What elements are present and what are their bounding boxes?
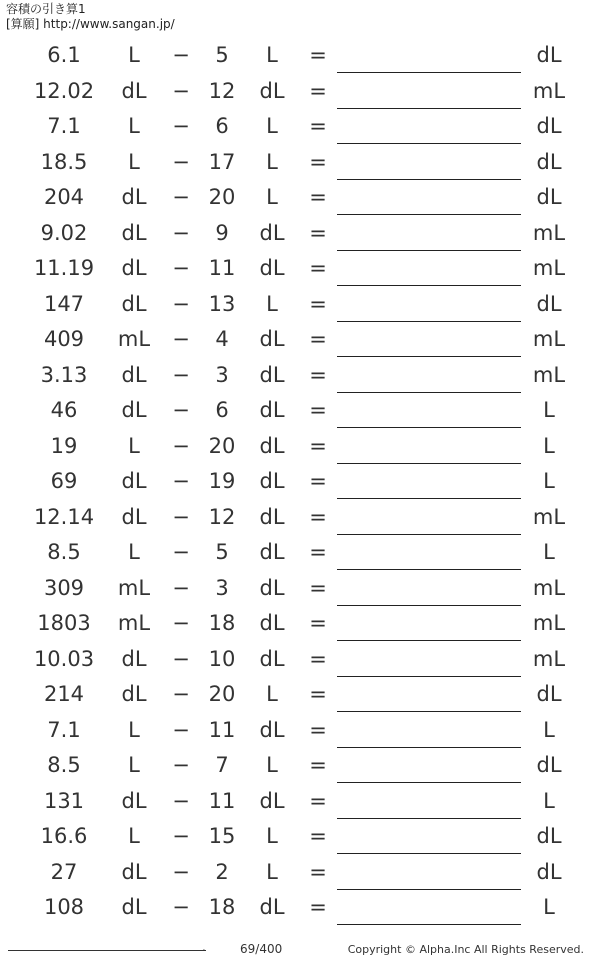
equals-sign: = — [309, 291, 327, 316]
answer-blank[interactable] — [337, 924, 521, 925]
equals-sign: = — [309, 327, 327, 351]
subtrahend-unit: dL — [259, 327, 285, 351]
answer-unit: mL — [532, 78, 566, 103]
minus-sign: − — [172, 114, 190, 138]
minuend-value: 12.14 — [33, 504, 95, 529]
subtrahend-unit: dL — [259, 433, 285, 458]
answer-unit: mL — [532, 611, 566, 635]
subtrahend-unit: dL — [259, 78, 285, 103]
subtrahend-value: 5 — [215, 43, 229, 67]
minus-sign: − — [172, 540, 190, 564]
equals-sign: = — [309, 540, 327, 564]
minus-sign: − — [172, 646, 190, 671]
minus-sign: − — [172, 149, 190, 174]
subtrahend-unit: dL — [259, 646, 285, 671]
subtrahend-value: 20 — [208, 433, 236, 458]
minus-sign: − — [172, 256, 190, 280]
worksheet-footer — [0, 936, 600, 962]
minuend-unit: L — [128, 540, 140, 564]
problem-row — [0, 464, 600, 500]
minus-sign: − — [172, 433, 190, 458]
minuend-unit: L — [128, 824, 140, 848]
minuend-unit: dL — [121, 398, 147, 422]
answer-unit: dL — [536, 682, 562, 706]
equals-sign: = — [309, 895, 327, 919]
minus-sign: − — [172, 291, 190, 316]
subtrahend-unit: dL — [259, 220, 285, 245]
problem-row — [0, 216, 600, 252]
minuend-value: 204 — [43, 185, 85, 209]
answer-unit: dL — [536, 859, 562, 884]
answer-unit: dL — [536, 43, 562, 67]
subtrahend-unit: dL — [259, 895, 285, 919]
minuend-value: 9.02 — [40, 220, 88, 245]
minuend-unit: dL — [121, 362, 147, 387]
subtrahend-value: 2 — [215, 859, 229, 884]
minus-sign: − — [172, 504, 190, 529]
minus-sign: − — [172, 611, 190, 635]
minuend-unit: dL — [121, 788, 147, 813]
problem-row — [0, 677, 600, 713]
subtrahend-unit: L — [266, 149, 278, 174]
subtrahend-unit: dL — [259, 504, 285, 529]
minuend-value: 214 — [43, 682, 85, 706]
subtrahend-value: 15 — [208, 824, 236, 848]
equals-sign: = — [309, 398, 327, 422]
minus-sign: − — [172, 717, 190, 742]
minus-sign: − — [172, 220, 190, 245]
subtrahend-unit: dL — [259, 717, 285, 742]
subtrahend-unit: L — [266, 114, 278, 138]
subtrahend-value: 12 — [208, 504, 236, 529]
answer-unit: dL — [536, 824, 562, 848]
minuend-unit: mL — [117, 611, 151, 635]
subtrahend-unit: dL — [259, 788, 285, 813]
minuend-unit: dL — [121, 220, 147, 245]
minuend-value: 27 — [50, 859, 78, 884]
equals-sign: = — [309, 717, 327, 742]
worksheet-source: [算願] http://www.sangan.jp/ — [6, 17, 175, 31]
answer-unit: dL — [536, 753, 562, 777]
problem-row — [0, 74, 600, 110]
minuend-unit: dL — [121, 646, 147, 671]
equals-sign: = — [309, 185, 327, 209]
minuend-unit: L — [128, 753, 140, 777]
subtrahend-value: 11 — [208, 788, 236, 813]
minus-sign: − — [172, 185, 190, 209]
subtrahend-value: 4 — [215, 327, 229, 351]
subtrahend-unit: dL — [259, 398, 285, 422]
minuend-value: 1803 — [37, 611, 91, 635]
minuend-unit: mL — [117, 575, 151, 600]
problem-row — [0, 784, 600, 820]
equals-sign: = — [309, 682, 327, 706]
minuend-value: 11.19 — [33, 256, 95, 280]
problem-row — [0, 855, 600, 891]
subtrahend-value: 19 — [208, 469, 236, 493]
problem-row — [0, 109, 600, 145]
problem-row — [0, 393, 600, 429]
minuend-value: 409 — [43, 327, 85, 351]
equals-sign: = — [309, 433, 327, 458]
answer-unit: L — [543, 895, 555, 919]
subtrahend-value: 12 — [208, 78, 236, 103]
subtrahend-unit: dL — [259, 575, 285, 600]
subtrahend-unit: L — [266, 185, 278, 209]
subtrahend-unit: L — [266, 753, 278, 777]
problem-row — [0, 535, 600, 571]
minuend-unit: dL — [121, 185, 147, 209]
minuend-value: 108 — [43, 895, 85, 919]
problem-row — [0, 251, 600, 287]
subtrahend-unit: L — [266, 824, 278, 848]
minus-sign: − — [172, 78, 190, 103]
problem-row — [0, 890, 600, 926]
minus-sign: − — [172, 788, 190, 813]
subtrahend-unit: dL — [259, 362, 285, 387]
problem-row — [0, 358, 600, 394]
minuend-value: 16.6 — [40, 824, 88, 848]
minuend-value: 131 — [43, 788, 85, 813]
answer-unit: L — [543, 433, 555, 458]
equals-sign: = — [309, 114, 327, 138]
minuend-value: 147 — [43, 291, 85, 316]
subtrahend-value: 20 — [208, 682, 236, 706]
minuend-unit: dL — [121, 78, 147, 103]
minuend-value: 69 — [50, 469, 78, 493]
minuend-unit: L — [128, 717, 140, 742]
subtrahend-value: 3 — [215, 575, 229, 600]
subtrahend-value: 18 — [208, 895, 236, 919]
equals-sign: = — [309, 611, 327, 635]
answer-unit: mL — [532, 256, 566, 280]
minuend-unit: dL — [121, 682, 147, 706]
minuend-value: 309 — [43, 575, 85, 600]
equals-sign: = — [309, 753, 327, 777]
minus-sign: − — [172, 327, 190, 351]
minuend-unit: L — [128, 149, 140, 174]
subtrahend-unit: dL — [259, 256, 285, 280]
minuend-value: 18.5 — [40, 149, 88, 174]
minuend-value: 6.1 — [47, 43, 81, 67]
equals-sign: = — [309, 220, 327, 245]
answer-unit: L — [543, 398, 555, 422]
minuend-value: 3.13 — [40, 362, 88, 387]
subtrahend-unit: dL — [259, 611, 285, 635]
minuend-unit: L — [128, 114, 140, 138]
equals-sign: = — [309, 575, 327, 600]
problem-row — [0, 748, 600, 784]
answer-unit: dL — [536, 149, 562, 174]
subtrahend-value: 17 — [208, 149, 236, 174]
minus-sign: − — [172, 398, 190, 422]
minuend-unit: dL — [121, 469, 147, 493]
answer-unit: dL — [536, 291, 562, 316]
subtrahend-value: 11 — [208, 256, 236, 280]
subtrahend-value: 9 — [215, 220, 229, 245]
answer-unit: L — [543, 540, 555, 564]
subtrahend-unit: dL — [259, 540, 285, 564]
equals-sign: = — [309, 504, 327, 529]
subtrahend-unit: L — [266, 859, 278, 884]
equals-sign: = — [309, 788, 327, 813]
minus-sign: − — [172, 575, 190, 600]
equals-sign: = — [309, 859, 327, 884]
problem-row — [0, 642, 600, 678]
equals-sign: = — [309, 469, 327, 493]
subtrahend-value: 7 — [215, 753, 229, 777]
equals-sign: = — [309, 149, 327, 174]
subtrahend-unit: dL — [259, 469, 285, 493]
answer-unit: mL — [532, 327, 566, 351]
answer-unit: dL — [536, 114, 562, 138]
equals-sign: = — [309, 824, 327, 848]
problem-row — [0, 145, 600, 181]
problem-row — [0, 38, 600, 74]
minuend-unit: dL — [121, 291, 147, 316]
minuend-unit: dL — [121, 859, 147, 884]
subtrahend-value: 20 — [208, 185, 236, 209]
problem-row — [0, 606, 600, 642]
minus-sign: − — [172, 43, 190, 67]
minuend-value: 19 — [50, 433, 78, 458]
problem-row — [0, 322, 600, 358]
equals-sign: = — [309, 43, 327, 67]
equals-sign: = — [309, 362, 327, 387]
answer-unit: mL — [532, 504, 566, 529]
minuend-value: 8.5 — [47, 753, 81, 777]
problem-row — [0, 429, 600, 465]
answer-unit: mL — [532, 362, 566, 387]
worksheet-header — [6, 2, 175, 32]
page-number: 69/400 — [240, 942, 283, 956]
minuend-value: 7.1 — [47, 717, 81, 742]
answer-unit: mL — [532, 646, 566, 671]
answer-unit: dL — [536, 185, 562, 209]
answer-unit: L — [543, 717, 555, 742]
problem-row — [0, 287, 600, 323]
subtrahend-unit: L — [266, 43, 278, 67]
subtrahend-value: 6 — [215, 398, 229, 422]
answer-unit: L — [543, 469, 555, 493]
problem-row — [0, 500, 600, 536]
minus-sign: − — [172, 753, 190, 777]
subtrahend-value: 11 — [208, 717, 236, 742]
name-dot: . — [202, 940, 206, 954]
copyright-text: Copyright © Alpha.Inc All Rights Reserved. — [347, 943, 584, 956]
minus-sign: − — [172, 895, 190, 919]
subtrahend-unit: L — [266, 682, 278, 706]
problem-row — [0, 180, 600, 216]
minuend-value: 8.5 — [47, 540, 81, 564]
subtrahend-value: 3 — [215, 362, 229, 387]
problem-row — [0, 819, 600, 855]
minuend-unit: dL — [121, 504, 147, 529]
subtrahend-unit: L — [266, 291, 278, 316]
answer-unit: mL — [532, 575, 566, 600]
subtrahend-value: 10 — [208, 646, 236, 671]
minuend-unit: dL — [121, 895, 147, 919]
minus-sign: − — [172, 469, 190, 493]
minuend-unit: L — [128, 43, 140, 67]
minus-sign: − — [172, 362, 190, 387]
subtrahend-value: 6 — [215, 114, 229, 138]
answer-unit: L — [543, 788, 555, 813]
worksheet-title: 容積の引き算1 — [6, 2, 86, 16]
answer-unit: mL — [532, 220, 566, 245]
equals-sign: = — [309, 78, 327, 103]
problem-list — [0, 38, 600, 926]
subtrahend-value: 18 — [208, 611, 236, 635]
minuend-value: 7.1 — [47, 114, 81, 138]
minus-sign: − — [172, 859, 190, 884]
subtrahend-value: 5 — [215, 540, 229, 564]
minuend-unit: mL — [117, 327, 151, 351]
minuend-unit: L — [128, 433, 140, 458]
minus-sign: − — [172, 824, 190, 848]
name-line[interactable] — [8, 950, 206, 951]
minuend-value: 10.03 — [33, 646, 95, 671]
equals-sign: = — [309, 256, 327, 280]
problem-row — [0, 713, 600, 749]
minuend-unit: dL — [121, 256, 147, 280]
minuend-value: 46 — [50, 398, 78, 422]
minus-sign: − — [172, 682, 190, 706]
subtrahend-value: 13 — [208, 291, 236, 316]
problem-row — [0, 571, 600, 607]
equals-sign: = — [309, 646, 327, 671]
minuend-value: 12.02 — [33, 78, 95, 103]
